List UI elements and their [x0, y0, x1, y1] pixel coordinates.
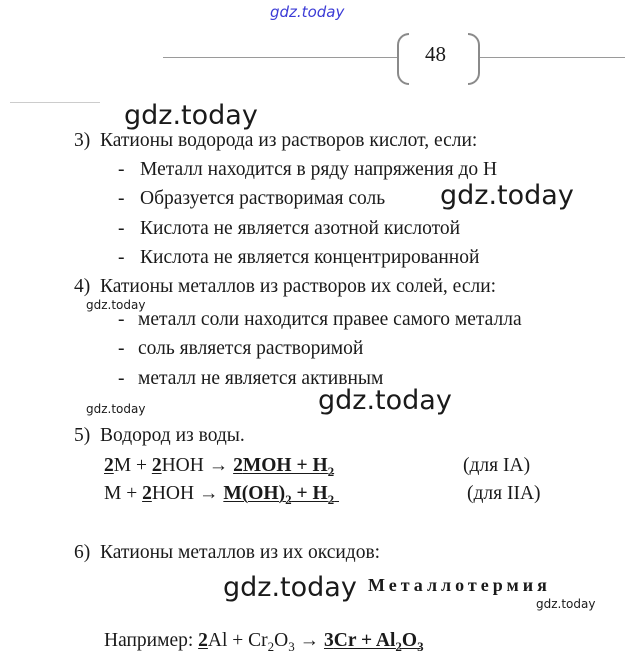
list-item-text: металл не является активным [138, 368, 384, 389]
list-item: - [118, 368, 125, 389]
list-item-text: соль является растворимой [138, 338, 364, 359]
watermark: gdz.today [86, 298, 146, 312]
equation-1-note: (для IA) [463, 455, 531, 476]
watermark: gdz.today [86, 402, 146, 416]
item-6-title: Катионы металлов из их оксидов: [100, 542, 381, 563]
equation-1: $2M + 2HOH \to 2MOH + H_2$ [104, 455, 335, 479]
item-4-title: Катионы металлов из растворов их солей, если: [100, 276, 497, 297]
list-item: - [118, 338, 125, 359]
header-rule-left [163, 57, 397, 58]
list-item: - [118, 309, 125, 330]
watermark: gdz.today [318, 385, 452, 416]
item-3-title: Катионы водорода из растворов кислот, если: [100, 130, 478, 151]
page-number: 48 [425, 42, 446, 66]
equation-2-note: (для IIA) [467, 483, 541, 504]
list-item: - [118, 218, 125, 239]
section-heading: Металлотермия [368, 575, 551, 595]
page-number-bracket-right [468, 33, 480, 85]
watermark: gdz.today [223, 572, 357, 603]
watermark: gdz.today [440, 180, 574, 211]
item-4: 4) Катионы металлов из растворов их солей, если: [74, 276, 497, 297]
list-item: - [118, 247, 125, 268]
item-6: 6) Катионы металлов из их оксидов: [74, 542, 381, 563]
item-5: 5) Водород из воды. [74, 425, 245, 446]
list-item-text: Металл находится в ряду напряжения до Н [140, 159, 498, 180]
item-3: 3) Катионы водорода из растворов кислот, если: [74, 130, 478, 151]
list-item: - [118, 159, 125, 180]
header-rule-right [480, 57, 625, 58]
item-5-title: Водород из воды. [100, 425, 245, 446]
page-number-bracket-left [397, 33, 409, 85]
watermark-top: gdz.today [270, 3, 345, 21]
list-item-text: Кислота не является концентрированной [140, 247, 480, 268]
list-item-text: металл соли находится правее самого металла [138, 309, 522, 330]
equation-2: $M + 2HOH \to M(OH)_2 + H_2$ [104, 483, 335, 507]
watermark: gdz.today [124, 100, 258, 131]
watermark: gdz.today [536, 597, 596, 611]
list-item-text: Образуется растворимая соль [140, 188, 386, 209]
list-item-text: Кислота не является азотной кислотой [140, 218, 461, 239]
list-item: - [118, 188, 125, 209]
example-equation: Например: $2Al + Cr_2O_3 \to 3Cr + Al_2O_3$ [104, 630, 424, 654]
scan-mark [10, 102, 100, 103]
